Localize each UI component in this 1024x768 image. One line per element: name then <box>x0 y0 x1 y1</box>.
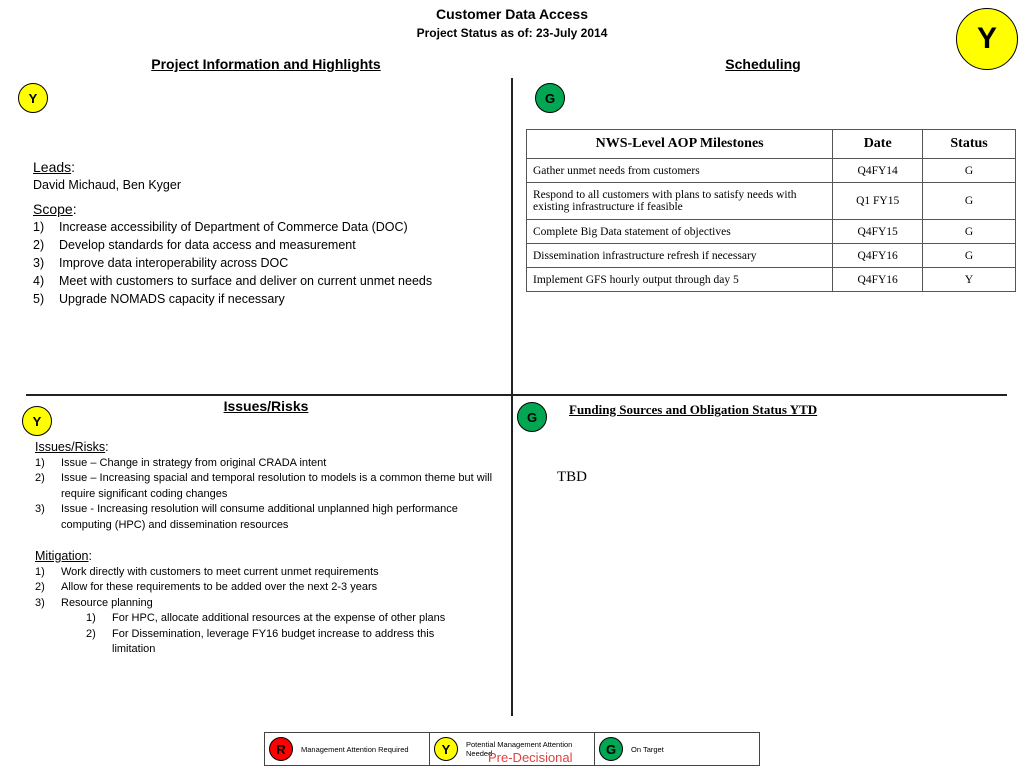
list-item: 2) Allow for these requirements to be added over the next 2-3 years <box>35 581 378 593</box>
milestone-cell: Implement GFS hourly output through day 5 <box>527 268 833 292</box>
vertical-divider <box>511 78 513 716</box>
date-cell: Q4FY15 <box>833 220 923 244</box>
mitigation-list <box>35 565 500 612</box>
overall-status-badge: Y <box>956 8 1018 70</box>
legend-label: Management Attention Required <box>301 744 409 754</box>
milestone-cell: Gather unmet needs from customers <box>527 159 833 183</box>
issues-body <box>35 440 500 658</box>
table-row <box>527 183 1016 220</box>
green-status-dot: G <box>599 737 623 761</box>
table-row <box>527 159 1016 183</box>
date-cell: Q4FY14 <box>833 159 923 183</box>
scheduling-status-badge: G <box>535 83 565 113</box>
leads-heading: Leads: <box>33 159 76 175</box>
status-cell: G <box>923 183 1016 220</box>
project-info-heading: Project Information and Highlights <box>151 56 381 72</box>
list-item: 3) Improve data interoperability across DOC <box>33 256 289 270</box>
date-cell: Q4FY16 <box>833 244 923 268</box>
list-item: 4) Meet with customers to surface and deliver on current unmet needs <box>33 274 433 288</box>
table-row <box>527 220 1016 244</box>
status-column-header: Status <box>923 130 1016 159</box>
list-item: 1) For HPC, allocate additional resources at the expense of other plans <box>86 612 446 624</box>
list-item: 1) Issue – Change in strategy from original CRADA intent <box>35 456 327 469</box>
legend-label: Potential Management Attention Needed <box>466 740 573 758</box>
status-cell: Y <box>923 268 1016 292</box>
mitigation-subheading: Mitigation: <box>35 549 92 563</box>
date-cell: Q1 FY15 <box>833 183 923 220</box>
slide-title: Customer Data Access <box>436 6 588 22</box>
project-info-status-badge: Y <box>18 83 48 113</box>
list-item: 2) Develop standards for data access and measurement <box>33 238 356 252</box>
milestone-cell: Complete Big Data statement of objectives <box>527 220 833 244</box>
issues-status-badge: Y <box>22 406 52 436</box>
status-cell: G <box>923 220 1016 244</box>
red-status-dot: R <box>269 737 293 761</box>
table-row <box>527 244 1016 268</box>
issues-subheading: Issues/Risks: <box>35 440 109 454</box>
status-cell: G <box>923 159 1016 183</box>
status-cell: G <box>923 244 1016 268</box>
slide-subtitle: Project Status as of: 23-July 2014 <box>416 26 608 40</box>
classification-label: Pre-Decisional <box>488 750 573 765</box>
milestone-column-header: NWS-Level AOP Milestones <box>527 130 833 159</box>
table-row <box>527 268 1016 292</box>
date-column-header: Date <box>833 130 923 159</box>
milestones-table <box>526 129 1016 292</box>
list-item: 1) Work directly with customers to meet current unmet requirements <box>35 565 379 578</box>
legend-item-green <box>595 733 759 765</box>
issues-heading: Issues/Risks <box>223 398 309 414</box>
date-cell: Q4FY16 <box>833 268 923 292</box>
list-item: 5) Upgrade NOMADS capacity if necessary <box>33 292 285 306</box>
list-item: 3) Resource planning <box>35 596 153 609</box>
list-item: 2) Issue – Increasing spacial and temporal resolution to models is a common theme but will require significant coding changes <box>35 472 493 500</box>
table-header-row <box>527 130 1016 159</box>
list-item: 3) Issue - Increasing resolution will consume additional unplanned high performance computing (HPC) and dissemination resources <box>35 503 458 531</box>
scope-list <box>33 218 508 308</box>
list-item: 1) Increase accessibility of Department of Commerce Data (DOC) <box>33 220 408 234</box>
legend-item-red <box>265 733 430 765</box>
list-item: 2) For Dissemination, leverage FY16 budget increase to address this limitation <box>86 627 435 655</box>
leads-value: David Michaud, Ben Kyger <box>33 178 181 192</box>
funding-heading: Funding Sources and Obligation Status YTD <box>569 402 818 417</box>
yellow-status-dot: Y <box>434 737 458 761</box>
milestone-cell: Respond to all customers with plans to satisfy needs with existing infrastructure if feasible <box>527 183 833 220</box>
scheduling-heading: Scheduling <box>725 56 801 72</box>
milestone-cell: Dissemination infrastructure refresh if necessary <box>527 244 833 268</box>
project-info-body <box>33 158 508 308</box>
scope-heading: Scope: <box>33 201 77 217</box>
funding-body: TBD <box>557 469 587 485</box>
mitigation-sub-list <box>86 611 466 658</box>
legend-label: On Target <box>631 744 664 754</box>
horizontal-divider <box>26 394 1007 396</box>
issues-list <box>35 456 500 534</box>
funding-status-badge: G <box>517 402 547 432</box>
